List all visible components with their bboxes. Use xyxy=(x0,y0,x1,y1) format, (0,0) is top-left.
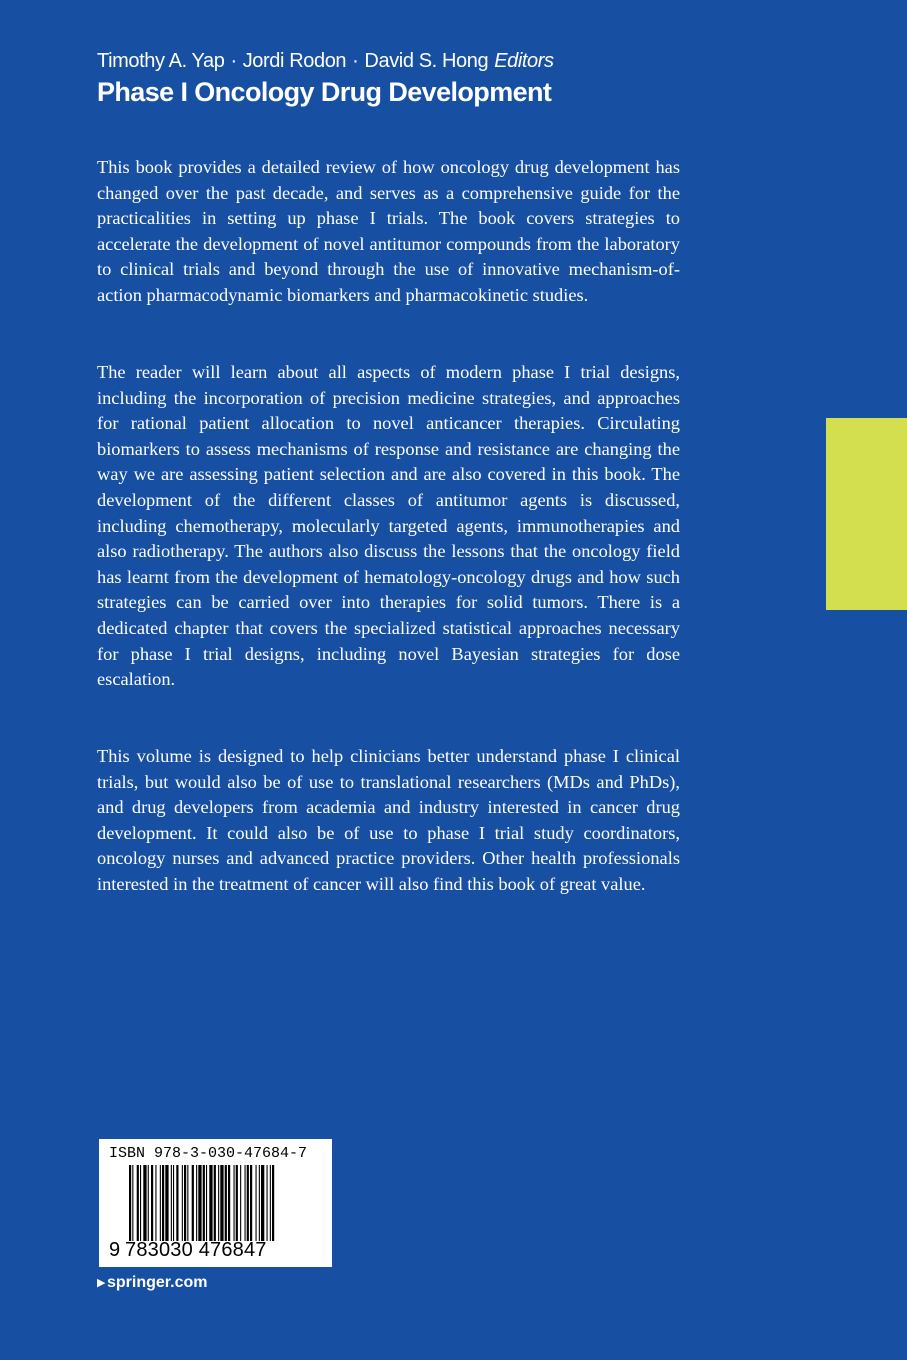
publisher-url: springer.com xyxy=(107,1274,208,1291)
blurb-paragraph: This volume is designed to help clinicians better understand phase I clinical trials, but would also be of use to translational researchers (MDs and PhDs), and drug developers from academia and industry interested in cancer drug development. It could also be of use to phase I trial study coordinators, oncology nurses and advanced practice providers. Other health professionals interested in the treatment of cancer will also find this book of great value. xyxy=(97,746,680,894)
barcode-bar xyxy=(160,1165,161,1241)
book-title: Phase I Oncology Drug Development xyxy=(97,77,552,107)
barcode-bar xyxy=(247,1165,249,1241)
triangle-right-icon: ▶ xyxy=(97,1277,106,1289)
barcode-bar xyxy=(182,1165,183,1241)
barcode-bar xyxy=(196,1165,197,1241)
barcode-bar xyxy=(171,1165,172,1241)
barcode-bar xyxy=(129,1165,131,1241)
publisher-link[interactable] xyxy=(97,1272,207,1294)
editor-name: Jordi Rodon xyxy=(242,50,347,72)
barcode-bar xyxy=(270,1165,271,1241)
editors-role: Editors xyxy=(494,50,554,72)
barcode-bar xyxy=(234,1165,235,1241)
barcode-bar xyxy=(143,1165,146,1241)
barcode-bar xyxy=(240,1165,241,1241)
barcode-bar xyxy=(162,1165,164,1241)
barcode-bars xyxy=(129,1165,309,1241)
barcode-digits-group xyxy=(109,1239,267,1261)
barcode-bar xyxy=(137,1165,139,1241)
barcode-bar xyxy=(165,1165,168,1241)
barcode-bar xyxy=(148,1165,149,1241)
barcode-bar xyxy=(218,1165,219,1241)
barcode-bar xyxy=(155,1165,156,1241)
barcode-bar xyxy=(184,1165,186,1241)
barcode-bar xyxy=(198,1165,201,1241)
barcode-bar xyxy=(259,1165,260,1241)
barcode-bar xyxy=(225,1165,227,1241)
color-tab xyxy=(826,418,907,610)
barcode-bar xyxy=(173,1165,174,1241)
barcode-bar xyxy=(236,1165,238,1241)
barcode-bar xyxy=(192,1165,194,1241)
editor-name: David S. Hong xyxy=(364,50,489,72)
barcode-lead-digit: 9 xyxy=(109,1239,121,1261)
barcode-bar xyxy=(203,1165,205,1241)
isbn-label: ISBN 978-3-030-47684-7 xyxy=(109,1145,308,1162)
barcode-bar xyxy=(256,1165,257,1241)
barcode-bar xyxy=(220,1165,223,1241)
barcode-bar xyxy=(206,1165,207,1241)
barcode-digits: 783030 476847 xyxy=(125,1239,267,1261)
barcode-bar xyxy=(228,1165,230,1241)
barcode-bar xyxy=(132,1165,133,1241)
barcode-bar xyxy=(151,1165,153,1241)
barcode-bar xyxy=(272,1165,274,1241)
barcode-bar xyxy=(261,1165,264,1241)
barcode-bar xyxy=(250,1165,252,1241)
editors-line xyxy=(97,48,697,74)
editor-separator: · xyxy=(352,50,359,72)
blurb-paragraph: This book provides a detailed review of how oncology drug development has changed over the past decade, and serves as a comprehensive guide for the practicalities in setting up phase I trials. The book covers strategies to accelerate the development of novel antitumor compounds from the laboratory to clinical trials and beyond through the use of innovative mechanism-of-action pharmacodynamic biomarkers and pharmacokinetic studies. xyxy=(97,157,680,305)
blurb-paragraph: The reader will learn about all aspects of modern phase I trial designs, including the incorporation of precision medicine strategies, and approaches for rational patient allocation to novel anticancer therapies. Circulating biomarkers to assess mechanisms of response and resistance are changing the way we are assessing patient selection and are also covered in this book. The development of the different classes of antitumor agents is discussed, including chemotherapy, molecularly targeted agents, immunotherapies and also radiotherapy. The authors also discuss the lessons that the oncology field has learnt from the development of hematology-oncology drugs and how such strategies can be carried over into therapies for solid tumors. There is a dedicated chapter that covers the specialized statistical approaches necessary for phase I trial designs, including novel Bayesian strategies for dose escalation. xyxy=(97,362,680,690)
barcode-bar xyxy=(187,1165,188,1241)
barcode-bar xyxy=(209,1165,212,1241)
barcode-bar xyxy=(214,1165,216,1241)
barcode-bar xyxy=(176,1165,178,1241)
barcode-bar xyxy=(267,1165,268,1241)
editor-name: Timothy A. Yap xyxy=(97,50,225,72)
isbn-barcode xyxy=(99,1139,332,1267)
barcode-bar xyxy=(140,1165,141,1241)
barcode-bar xyxy=(245,1165,246,1241)
editor-separator: · xyxy=(230,50,237,72)
